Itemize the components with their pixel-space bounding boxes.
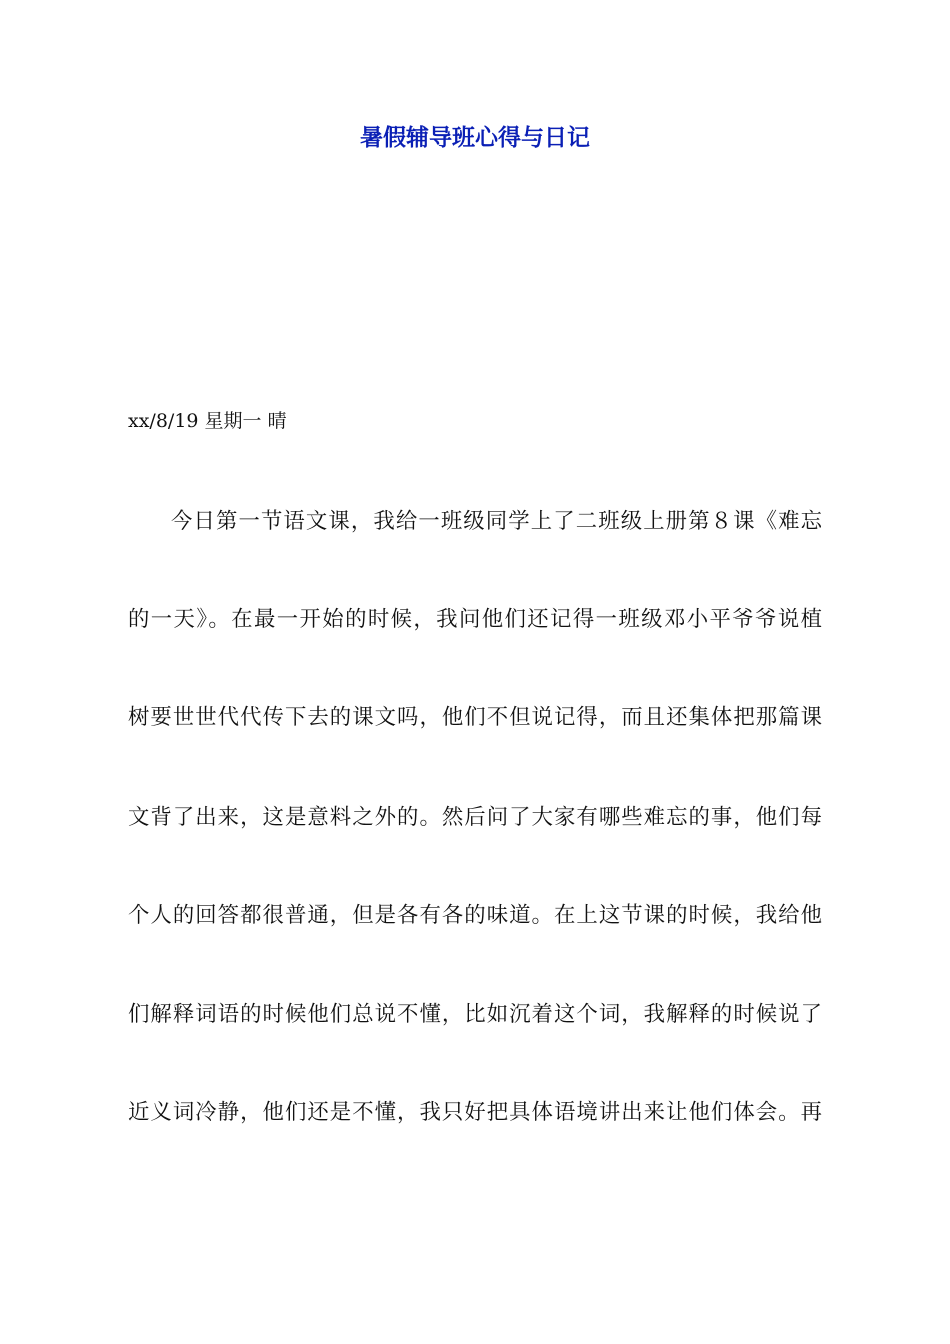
- paragraph-line: 今日第一节语文课，我给一班级同学上了二班级上册第８课《难忘: [171, 509, 822, 534]
- document-title: 暑假辅导班心得与日记: [360, 125, 590, 151]
- paragraph-line: 的一天》。在最一开始的时候，我问他们还记得一班级邓小平爷爷说植: [128, 607, 822, 632]
- paragraph-line: 树要世世代代传下去的课文吗，他们不但说记得，而且还集体把那篇课: [128, 705, 822, 730]
- paragraph-line: 文背了出来，这是意料之外的。然后问了大家有哪些难忘的事，他们每: [128, 805, 822, 830]
- paragraph-line: 个人的回答都很普通，但是各有各的味道。在上这节课的时候，我给他: [128, 903, 822, 928]
- paragraph-line: 近义词冷静，他们还是不懂，我只好把具体语境讲出来让他们体会。再: [128, 1100, 822, 1125]
- paragraph-line: 们解释词语的时候他们总说不懂，比如沉着这个词，我解释的时候说了: [128, 1002, 822, 1027]
- diary-date-line: xx/8/19 星期一 晴: [128, 410, 287, 432]
